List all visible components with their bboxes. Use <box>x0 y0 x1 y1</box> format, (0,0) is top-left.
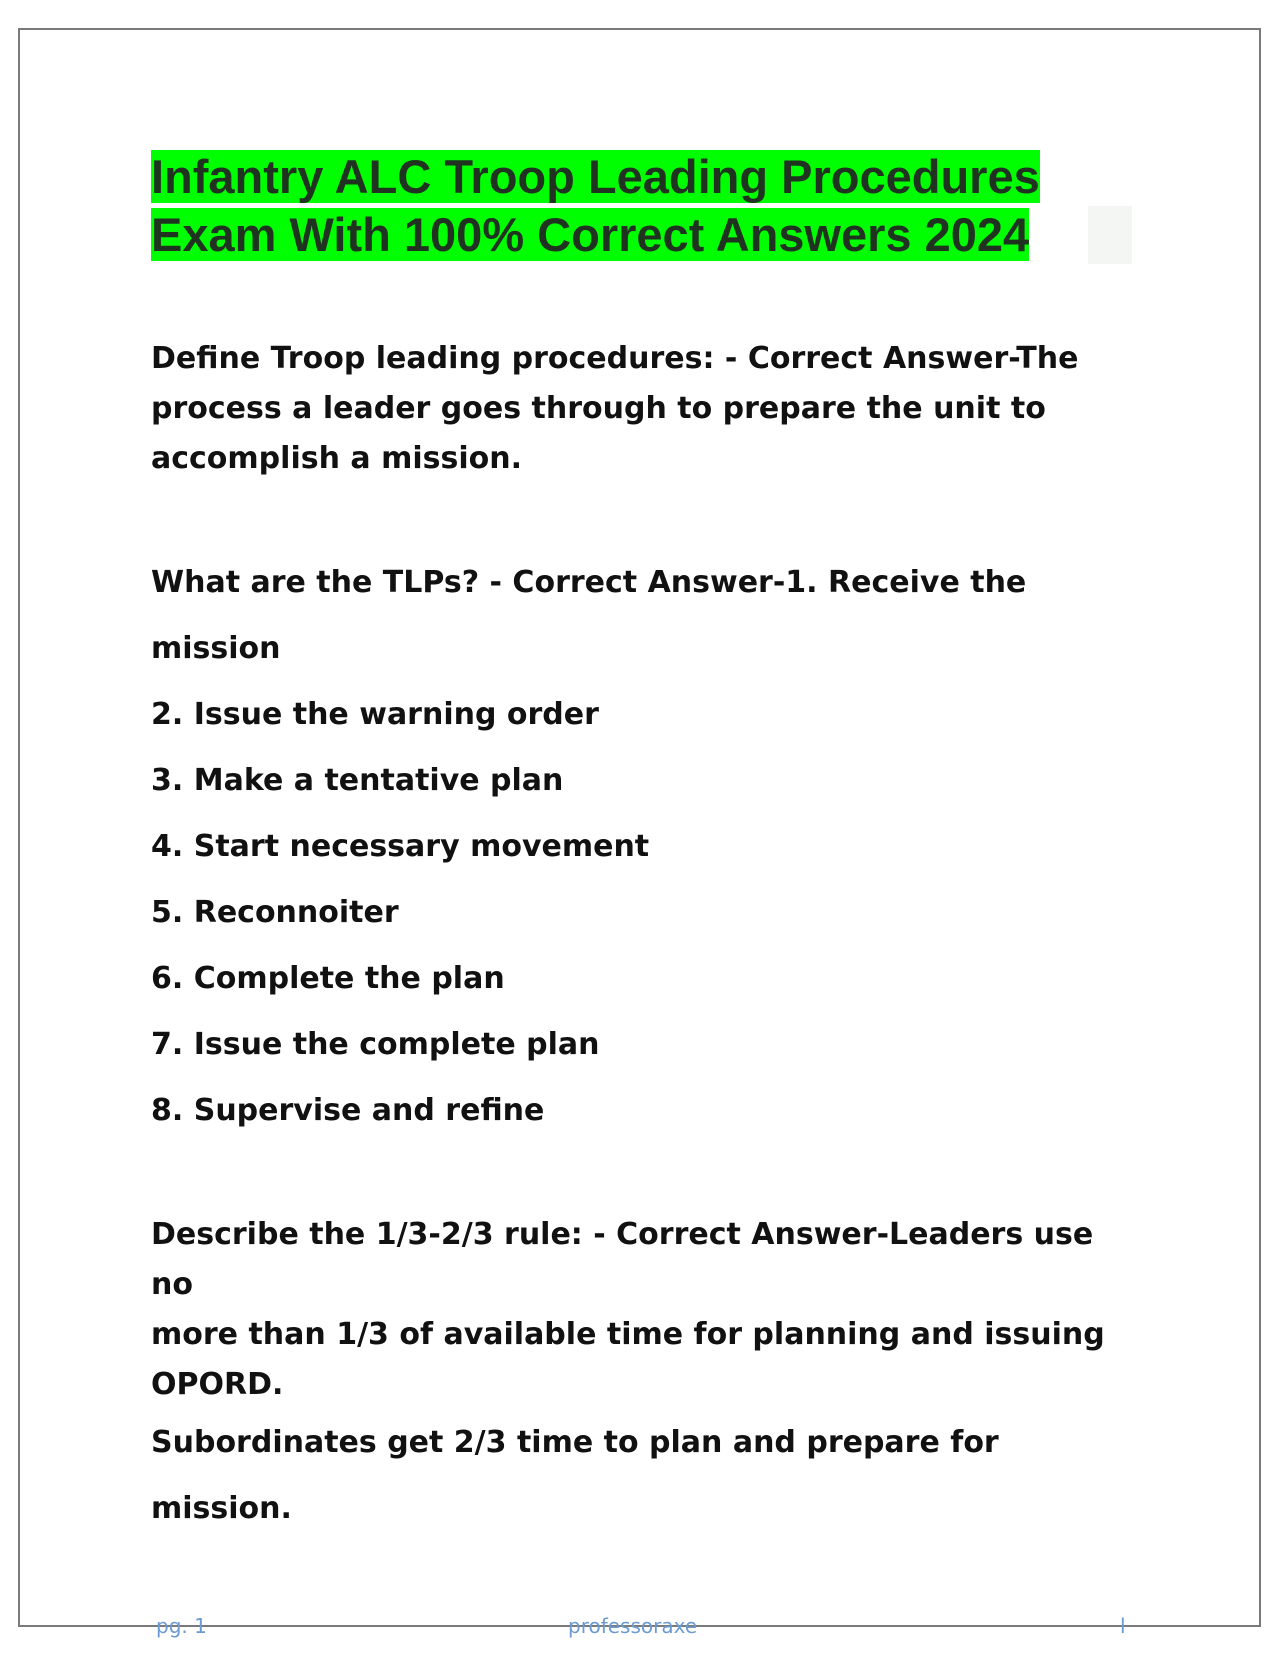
qa-line: Describe the 1/3-2/3 rule: - Correct Answer-Leaders use no <box>151 1217 1094 1302</box>
qa-line: process a leader goes through to prepare the unit to <box>151 391 1046 426</box>
document-body <box>151 334 1131 1542</box>
qa-block-define-tlp <box>151 334 1131 484</box>
qa-block-tlp-steps <box>151 550 1131 1144</box>
title-line-1: Infantry ALC Troop Leading Procedures <box>151 150 1040 203</box>
tlp-step: 5. Reconnoiter <box>151 895 399 930</box>
qa-line: Subordinates get 2/3 time to plan and prepare for mission. <box>151 1425 999 1526</box>
document-title <box>151 148 1131 264</box>
qa-block-one-third-rule <box>151 1210 1131 1542</box>
tlp-step: 6. Complete the plan <box>151 961 505 996</box>
tlp-step: 7. Issue the complete plan <box>151 1027 600 1062</box>
footer-author: professoraxe <box>568 1614 698 1638</box>
title-line-2: Exam With 100% Correct Answers 2024 <box>151 208 1030 261</box>
paragraph-gap <box>151 1144 1131 1210</box>
footer-page-number: pg. 1 <box>156 1614 207 1638</box>
qa-line: Define Troop leading procedures: - Correct Answer-The <box>151 341 1079 376</box>
qa-line: What are the TLPs? - Correct Answer-1. Receive the mission <box>151 565 1027 666</box>
title-highlight-tail <box>1088 206 1132 264</box>
tlp-step: 4. Start necessary movement <box>151 829 650 864</box>
footer-right-mark: l <box>1120 1614 1126 1638</box>
tlp-step: 3. Make a tentative plan <box>151 763 564 798</box>
paragraph-gap <box>151 484 1131 550</box>
qa-line: OPORD. <box>151 1367 284 1402</box>
qa-line: accomplish a mission. <box>151 441 522 476</box>
tlp-step: 8. Supervise and refine <box>151 1093 545 1128</box>
qa-line: more than 1/3 of available time for planning and issuing <box>151 1317 1105 1352</box>
tlp-step: 2. Issue the warning order <box>151 697 599 732</box>
